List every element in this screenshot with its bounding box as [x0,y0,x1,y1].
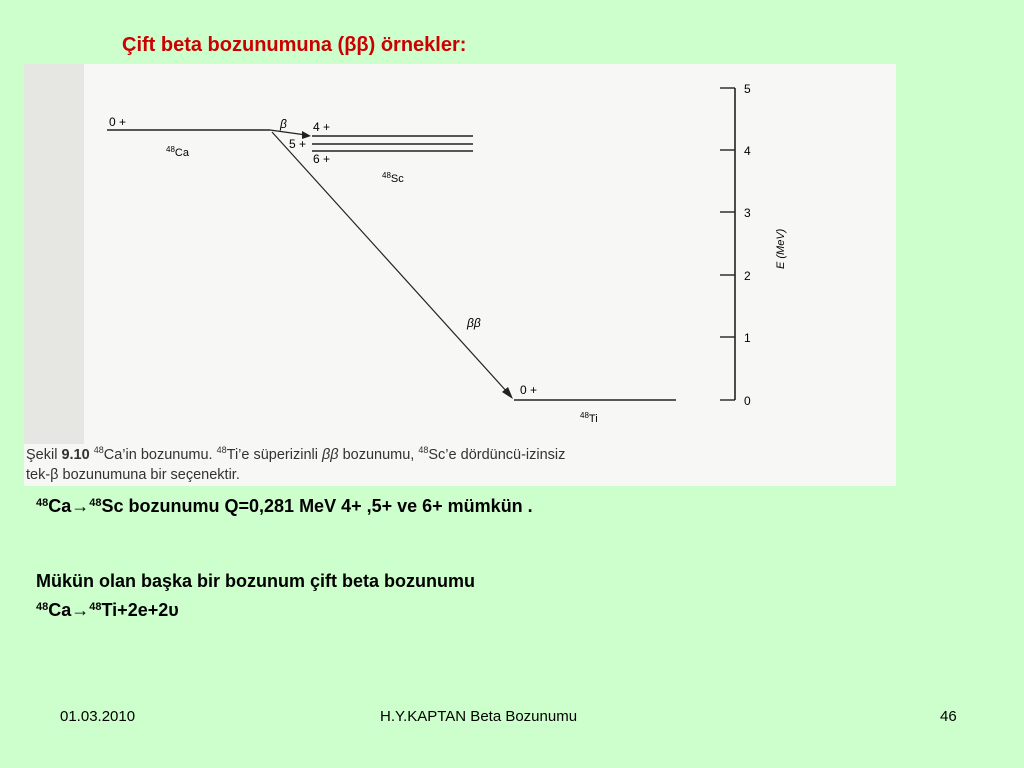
sc-label: $^{48}$Sc [382,171,404,185]
axis-tick-4: 4 [744,144,751,158]
slide-title: Çift beta bozunumuna (ββ) örnekler: [122,34,467,56]
footer-date: 01.03.2010 [60,708,136,725]
figure-caption-line2: tek-β bozunumuna bir seçenektir. [26,467,240,483]
decay-scheme-svg [24,64,896,486]
footer-page-number: 46 [940,708,957,725]
beta-symbol: β [280,117,287,131]
axis-tick-2: 2 [744,269,751,283]
sc-spin-5: 5 + [289,137,307,151]
sc-spin-6: 6 + [313,152,331,166]
scan-shadow [24,64,84,444]
ca-label: $^{48}$Ca [166,145,189,159]
axis-tick-0: 0 [744,394,751,408]
footer-title: H.Y.KAPTAN Beta Bozunumu [380,708,578,725]
axis-tick-5: 5 [744,82,751,96]
beta-arrow [270,130,306,135]
axis-ticks [720,88,735,400]
double-beta-symbol: ββ [467,316,481,330]
double-beta-intro-line: Mükün olan başka bir bozunum çift beta bozunumu [36,571,476,591]
ti-spin: 0 + [520,383,538,397]
axis-tick-3: 3 [744,206,751,220]
axis-label: E (MeV) [775,228,787,269]
ti-label: $^{48}$Ti [580,411,598,425]
ca-spin: 0 + [109,115,127,129]
decay-q-line: $^{48}$Ca→$^{48}$Sc bozunumu Q=0,281 MeV 4+ ,5+ ve 6+ mümkün . [36,496,533,516]
sc-spin-4: 4 + [313,120,331,134]
axis-tick-1: 1 [744,331,751,345]
figure-caption-line1: Şekil 9.10 $^{48}$Ca’in bozunumu. $^{48}$Ti’e süperizinli ββ bozunumu, $^{48}$Sc’e dördüncü-izinsiz [26,445,566,463]
double-beta-reaction-line: $^{48}$Ca→$^{48}$Ti+2e+2υ [36,600,179,620]
decay-scheme-figure [24,64,896,486]
